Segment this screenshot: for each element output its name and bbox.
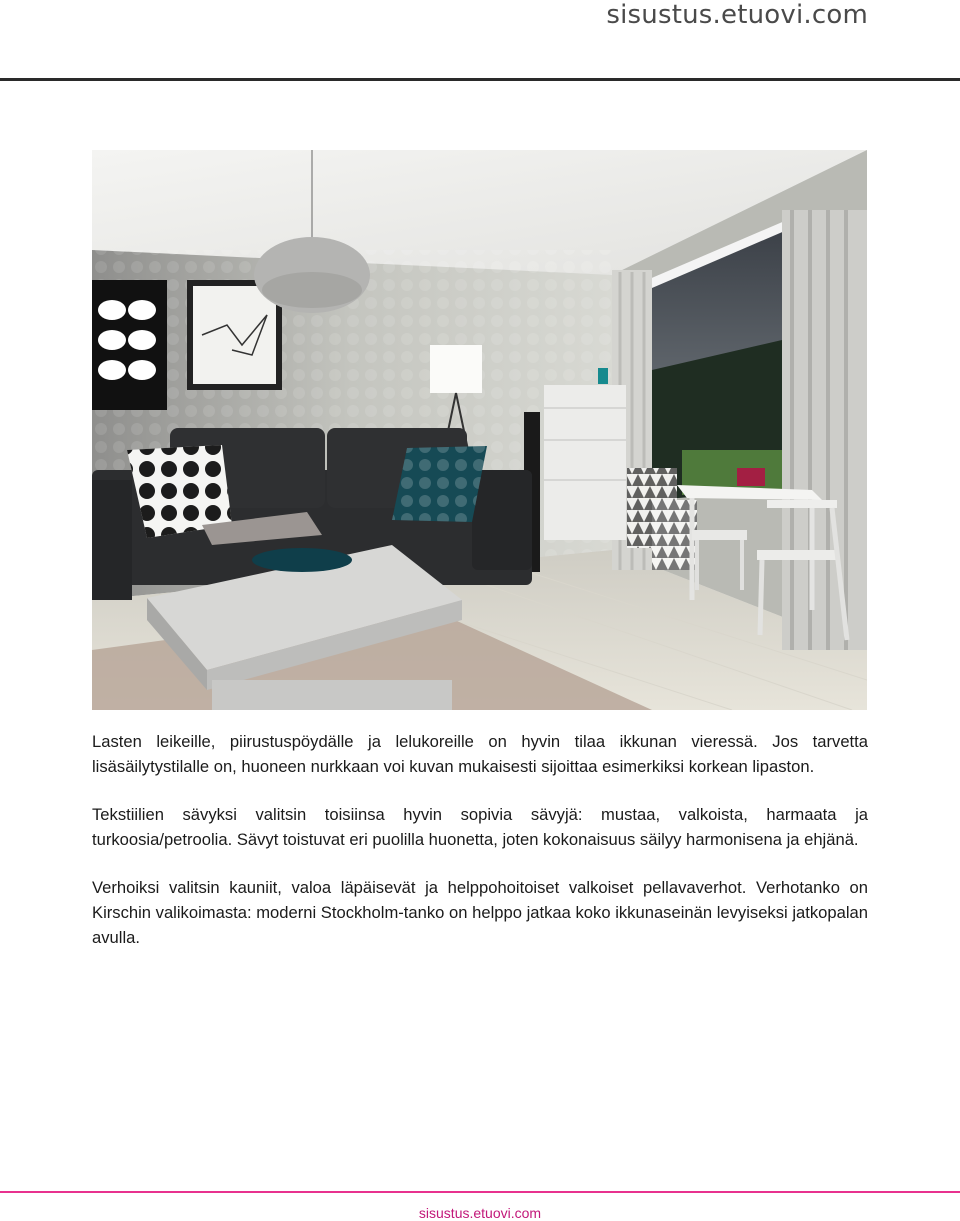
paragraph-storage: Lasten leikeille, piirustuspöydälle ja lelukoreille on hyvin tilaa ikkunan vieressä. Jos tarvetta lisäsäilytystilalle on, huoneen nurkkaan voi kuvan mukaisesti sijoittaa esimerkiksi korkean lipaston.	[92, 732, 868, 776]
paragraph-textiles: Tekstiilien sävyksi valitsin toisiinsa hyvin sopivia sävyjä: mustaa, valkoista, harmaata ja turkoosia/petroolia. Sävyt toistuvat eri puolilla huonetta, joten kokonaisuus säilyy harmonisena ja ehjänä.	[92, 805, 868, 849]
site-header-title[interactable]: sisustus.etuovi.com	[606, 0, 868, 30]
interior-photo	[92, 150, 867, 710]
paragraph-curtains: Verhoiksi valitsin kauniit, valoa läpäisevät ja helppohoitoiset valkoiset pellavaverhot. Verhotanko on Kirschin valikoimasta: moderni Stockholm-tanko on helppo jatkaa koko ikkunaseinän levyiseksi jatkopalan avulla.	[92, 878, 868, 947]
header-divider	[0, 78, 960, 81]
body-text	[92, 729, 868, 973]
footer-divider	[0, 1191, 960, 1193]
footer-site-link[interactable]: sisustus.etuovi.com	[418, 1205, 542, 1221]
